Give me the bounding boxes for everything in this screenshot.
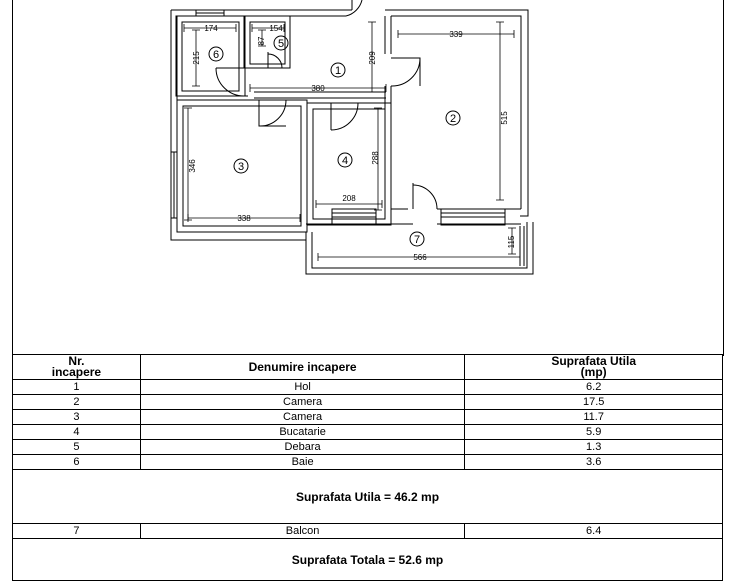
table-row [13,425,723,440]
dim-label-515: 515 [500,111,509,125]
room-number-3: 3 [237,161,245,173]
room-number-5: 5 [277,38,285,50]
outer-walls [171,10,533,274]
dim-label-566: 566 [413,253,427,262]
dim-label-380: 380 [311,84,325,93]
table-row [13,410,723,425]
row-name: Hol [140,380,465,395]
row-nr: 3 [13,410,141,425]
row-nr: 6 [13,455,141,470]
header-nr-line1: Nr. [68,354,85,368]
table-row [13,440,723,455]
row-nr: 4 [13,425,141,440]
header-nr-line2: incapere [51,365,102,379]
dim-label-174: 174 [204,24,218,33]
row-area: 6.2 [465,380,723,395]
table-row-balcony [13,524,723,539]
dim-label-208: 208 [342,194,356,203]
dim-label-288: 288 [371,151,380,165]
table-row [13,455,723,470]
dim-label-154: 154 [269,24,283,33]
header-room-number [13,355,141,380]
balcony-nr: 7 [13,524,141,539]
row-name: Baie [140,455,465,470]
room-number-6: 6 [212,49,220,61]
dim-label-338: 338 [237,214,251,223]
row-area: 1.3 [465,440,723,455]
dim-label-339: 339 [449,30,463,39]
balcony-area: 6.4 [465,524,723,539]
doors [216,0,437,209]
row-area: 5.9 [465,425,723,440]
room-number-4: 4 [341,155,349,167]
dim-label-209: 209 [368,51,377,65]
header-area-line1: Suprafata Utila [551,354,637,368]
dim-label-215: 215 [192,51,201,65]
row-name: Camera [140,395,465,410]
row-nr: 2 [13,395,141,410]
header-useful-area [465,355,723,380]
row-area: 17.5 [465,395,723,410]
grand-total-area: Suprafata Totala = 52.6 mp [13,539,723,581]
header-area-line2: (mp) [580,365,607,379]
table-row [13,395,723,410]
row-area: 11.7 [465,410,723,425]
row-nr: 5 [13,440,141,455]
windows [171,10,524,266]
table-row [13,380,723,395]
room-number-2: 2 [449,113,457,125]
row-nr: 1 [13,380,141,395]
useful-area-total: Suprafata Utila = 46.2 mp [13,470,723,524]
dim-label-87: 87 [257,36,266,46]
header-room-name: Denumire incapere [140,355,465,380]
dim-label-346: 346 [188,159,197,173]
row-area: 3.6 [465,455,723,470]
row-name: Bucatarie [140,425,465,440]
room-number-1: 1 [334,65,342,77]
row-name: Debara [140,440,465,455]
room-area-table [12,354,723,581]
room-number-7: 7 [413,234,421,246]
row-name: Camera [140,410,465,425]
balcony-name: Balcon [140,524,465,539]
dim-label-115: 115 [507,235,516,249]
